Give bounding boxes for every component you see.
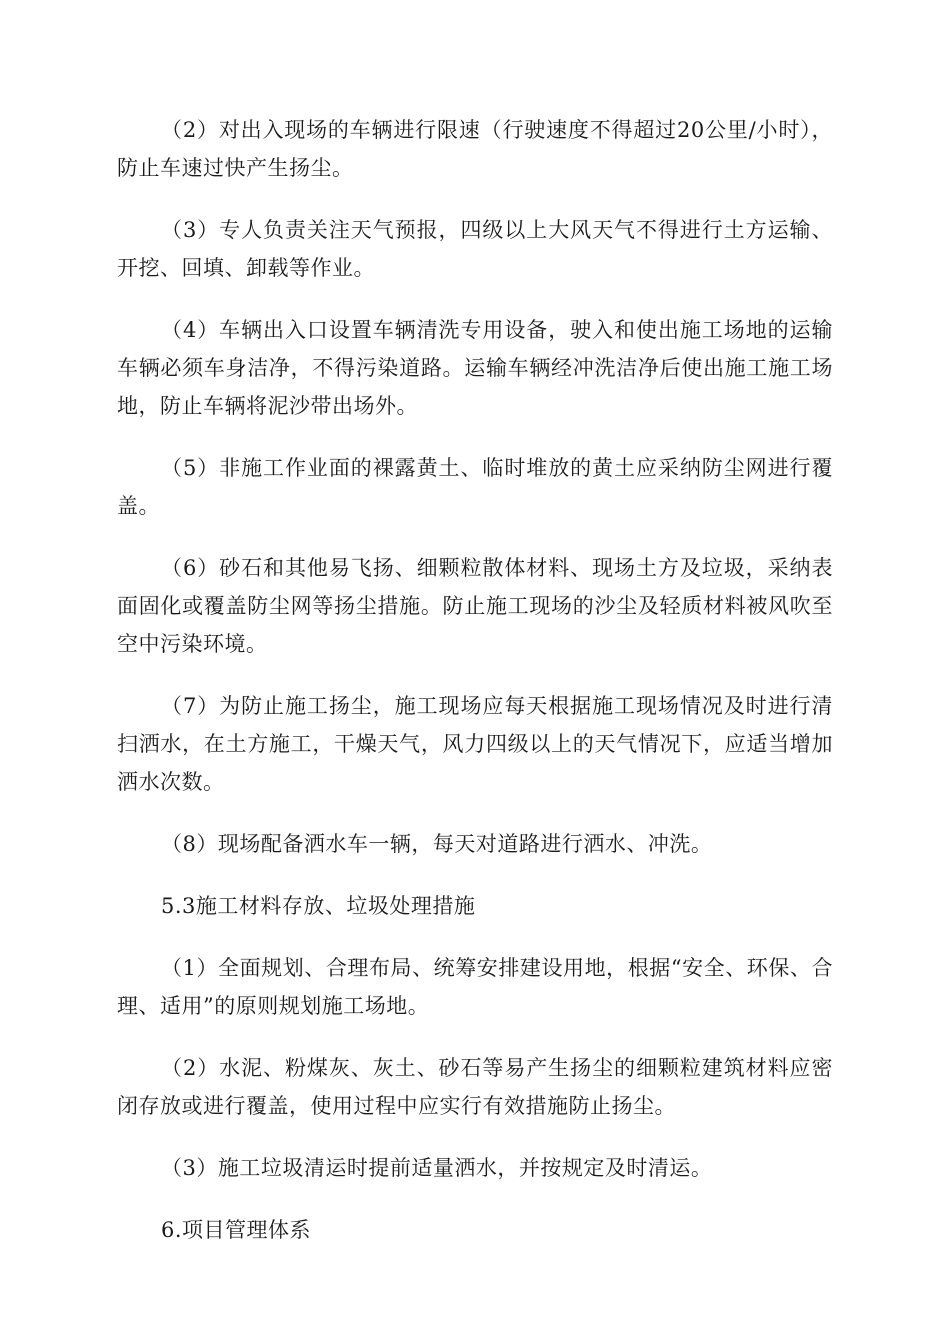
section-heading-5-3: 5.3施工材料存放、垃圾处理措施 [161, 894, 476, 918]
paragraph-weather-forecast: （3）专人负责关注天气预报，四级以上大风天气不得进行土方运输、开挖、回填、卸载等作业。 [117, 218, 833, 280]
paragraph-water-truck: （8）现场配备洒水车一辆，每天对道路进行洒水、冲洗。 [161, 832, 713, 856]
paragraph-vehicle-speed-limit: （2）对出入现场的车辆进行限速（行驶速度不得超过20公里/小时），防止车速过快产生扬尘。 [117, 118, 833, 180]
section-heading-6: 6.项目管理体系 [161, 1218, 312, 1242]
paragraph-loose-material: （6）砂石和其他易飞扬、细颗粒散体材料、现场土方及垃圾，采纳表面固化或覆盖防尘网等扬尘措施。防止施工现场的沙尘及轻质材料被风吹至空中污染环境。 [117, 556, 833, 656]
paragraph-waste-removal: （3）施工垃圾清运时提前适量洒水，并按规定及时清运。 [161, 1156, 713, 1180]
paragraph-site-planning: （1）全面规划、合理布局、统筹安排建设用地，根据“安全、环保、合理、适用”的原则规划施工场地。 [117, 956, 833, 1018]
paragraph-water-spraying: （7）为防止施工扬尘，施工现场应每天根据施工现场情况及时进行清扫洒水，在土方施工，干燥天气，风力四级以上的天气情况下，应适当增加洒水次数。 [117, 694, 833, 794]
paragraph-vehicle-washing: （4）车辆出入口设置车辆清洗专用设备，驶入和使出施工场地的运输车辆必须车身洁净，不得污染道路。运输车辆经冲洗洁净后使出施工施工场地，防止车辆将泥沙带出场外。 [117, 318, 833, 418]
document-body [117, 111, 833, 1273]
paragraph-dust-net-cover: （5）非施工作业面的裸露黄土、临时堆放的黄土应采纳防尘网进行覆盖。 [117, 456, 833, 518]
paragraph-material-storage: （2）水泥、粉煤灰、灰土、砂石等易产生扬尘的细颗粒建筑材料应密闭存放或进行覆盖，使用过程中应实行有效措施防止扬尘。 [117, 1056, 833, 1118]
